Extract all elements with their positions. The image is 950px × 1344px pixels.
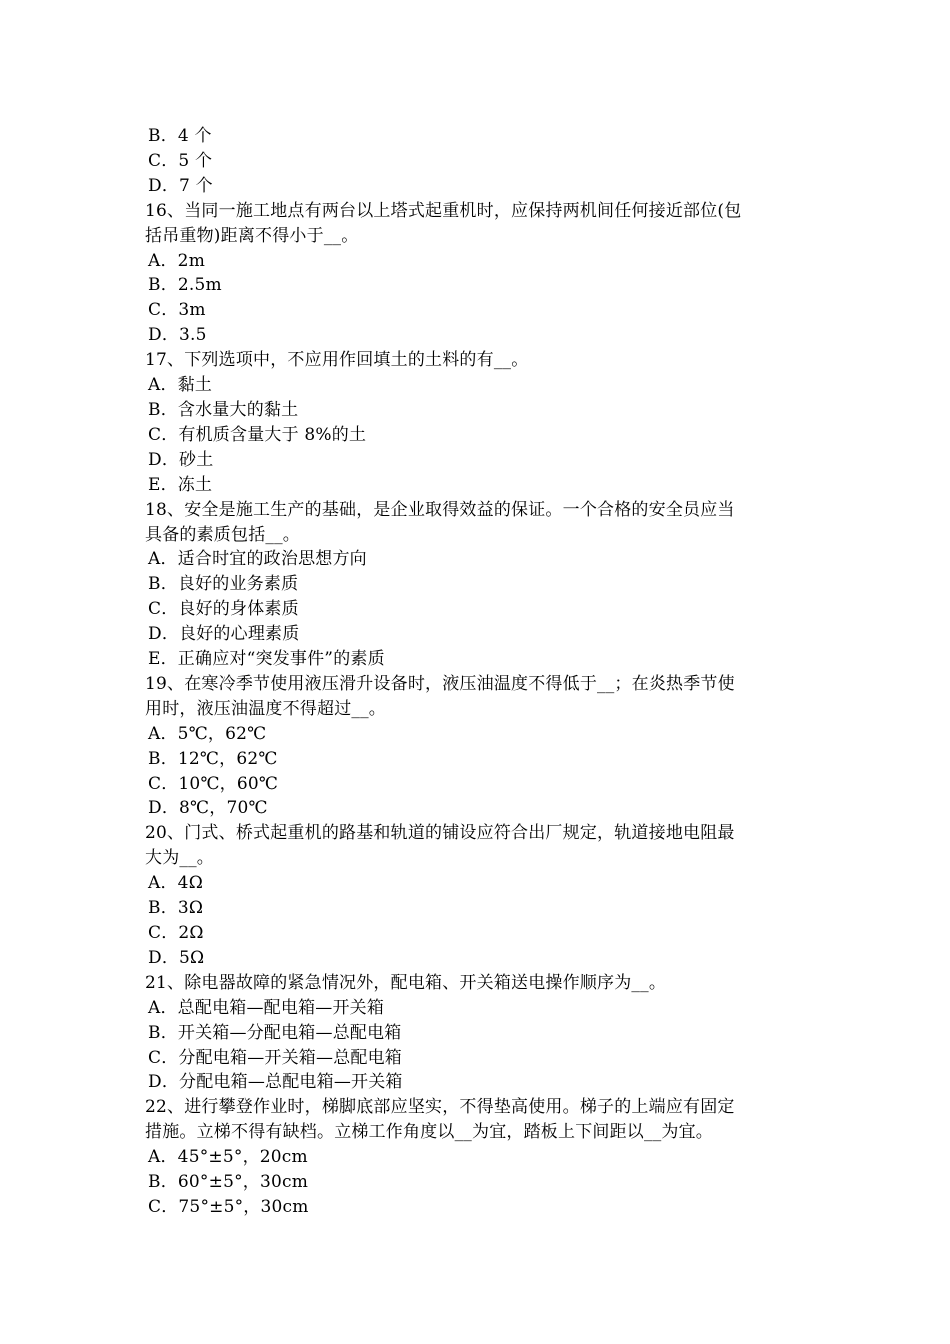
option-line: E．正确应对“突发事件”的素质 <box>148 649 385 670</box>
question-16-line-1: 16、当同一施工地点有两台以上塔式起重机时，应保持两机间任何接近部位(包 <box>145 200 742 221</box>
question-21: 21、除电器故障的紧急情况外，配电箱、开关箱送电操作顺序为__。 <box>145 972 667 993</box>
option-line: C．分配电箱—开关箱—总配电箱 <box>148 1047 403 1068</box>
option-line: A．4Ω <box>148 873 203 894</box>
option-line: E．冻土 <box>148 474 213 495</box>
option-line: D．分配电箱—总配电箱—开关箱 <box>148 1072 403 1093</box>
option-line: B．开关箱—分配电箱—总配电箱 <box>148 1022 402 1043</box>
option-line: D．7 个 <box>148 175 213 196</box>
option-line: A．5℃，62℃ <box>148 723 267 744</box>
option-line: D．良好的心理素质 <box>148 624 300 645</box>
option-line: D．5Ω <box>148 947 205 968</box>
question-20-line-2: 大为__。 <box>145 848 214 869</box>
option-line: D．3.5 <box>148 325 207 346</box>
option-line: C．10℃，60℃ <box>148 773 279 794</box>
option-line: C．有机质含量大于 8%的土 <box>148 424 367 445</box>
question-18-line-1: 18、安全是施工生产的基础，是企业取得效益的保证。一个合格的安全员应当 <box>145 499 735 520</box>
question-19-line-1: 19、在寒冷季节使用液压滑升设备时，液压油温度不得低于__；在炎热季节使 <box>145 673 735 694</box>
question-22-line-2: 措施。立梯不得有缺档。立梯工作角度以__为宜，踏板上下间距以__为宜。 <box>145 1122 713 1143</box>
question-20-line-1: 20、门式、桥式起重机的路基和轨道的铺设应符合出厂规定，轨道接地电阻最 <box>145 823 735 844</box>
option-line: C．3m <box>148 300 206 321</box>
option-line: C．2Ω <box>148 923 204 943</box>
option-line: C．良好的身体素质 <box>148 599 299 620</box>
question-16-line-2: 括吊重物)距离不得小于__。 <box>145 225 359 246</box>
option-line: C．5 个 <box>148 150 213 171</box>
question-17: 17、下列选项中，不应用作回填土的土料的有__。 <box>145 350 529 371</box>
question-19-line-2: 用时，液压油温度不得超过__。 <box>145 698 386 719</box>
option-line: D．砂土 <box>148 449 214 470</box>
option-line: B．良好的业务素质 <box>148 574 299 595</box>
option-line: B．含水量大的黏土 <box>148 399 299 420</box>
option-line: A．2m <box>148 250 206 271</box>
option-line: A．黏土 <box>148 375 213 396</box>
option-line: A．总配电箱—配电箱—开关箱 <box>148 997 385 1018</box>
option-line: D．8℃，70℃ <box>148 798 268 819</box>
option-line: B．12℃，62℃ <box>148 748 278 769</box>
option-line: B．3Ω <box>148 898 204 919</box>
option-line: B．60°±5°，30cm <box>148 1172 309 1193</box>
option-line: B．2.5m <box>148 275 222 296</box>
option-line: C．75°±5°，30cm <box>148 1196 309 1217</box>
question-22-line-1: 22、进行攀登作业时，梯脚底部应坚实，不得垫高使用。梯子的上端应有固定 <box>145 1097 735 1118</box>
document-body <box>145 124 810 1220</box>
option-line: A．适合时宜的政治思想方向 <box>148 549 367 570</box>
question-18-line-2: 具备的素质包括__。 <box>145 524 300 545</box>
option-line: B．4 个 <box>148 126 212 146</box>
option-line: A．45°±5°，20cm <box>148 1147 308 1168</box>
